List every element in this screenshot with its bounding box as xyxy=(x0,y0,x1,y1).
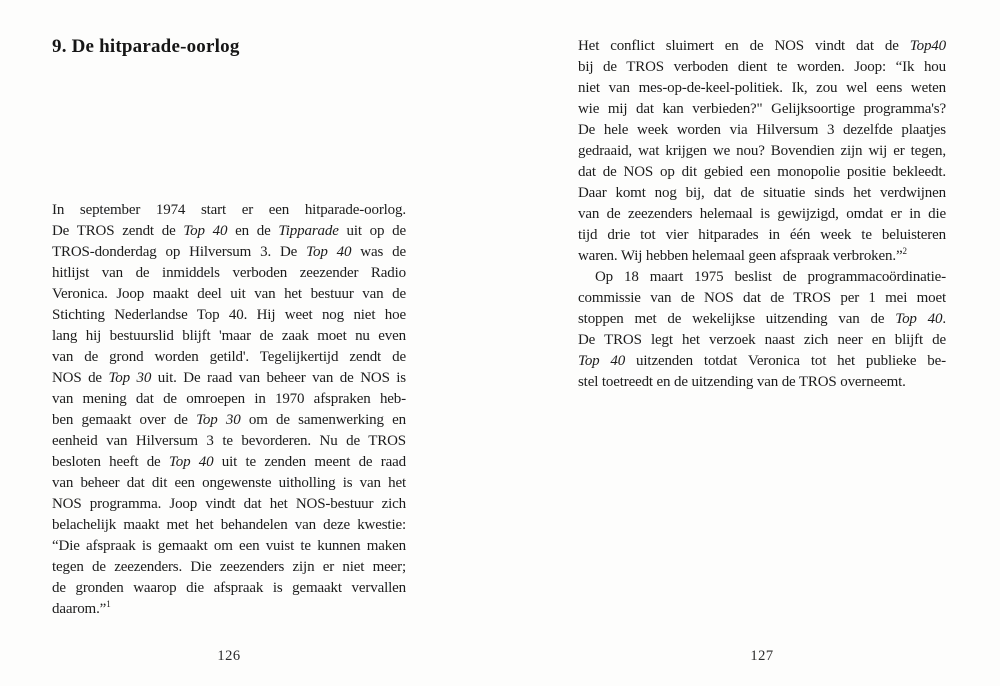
text-line xyxy=(578,78,946,99)
text-line xyxy=(52,599,406,620)
text-line xyxy=(52,305,406,326)
text-segment: uit. De raad van beheer van de NOS is xyxy=(151,370,406,386)
text-segment: TROS-donderdag op Hilversum 3. De xyxy=(52,244,307,260)
text-segment: Op 18 maart 1975 beslist de programmacoördinatie- xyxy=(595,269,946,285)
text-segment: was de xyxy=(351,244,406,260)
text-line xyxy=(578,288,946,309)
text-segment: Top 40 xyxy=(168,454,214,470)
page-number-left: 126 xyxy=(217,648,241,664)
text-line xyxy=(578,204,946,225)
footnote-marker: 1 xyxy=(106,599,111,609)
text-segment: Top40 xyxy=(909,38,946,54)
page-right xyxy=(500,0,1000,686)
text-segment: uitzenden totdat Veronica tot het publieke be- xyxy=(625,353,946,369)
text-segment: In september 1974 start er een hitparade-oorlog. xyxy=(52,202,406,218)
text-line xyxy=(578,141,946,162)
text-line xyxy=(52,578,406,599)
text-line xyxy=(578,120,946,141)
text-line xyxy=(578,267,946,288)
text-segment: NOS programma. Joop vindt dat het NOS-bestuur zich xyxy=(52,496,406,512)
text-segment: belachelijk maakt met het behandelen van deze kwestie: xyxy=(52,517,406,533)
text-segment: besloten heeft de xyxy=(52,454,169,470)
text-segment: waren. Wij hebben helemaal geen afspraak verbroken.” xyxy=(578,248,903,264)
text-line xyxy=(52,221,406,242)
text-line xyxy=(52,452,406,473)
text-segment: stel toetreedt en de uitzending van de TROS overneemt. xyxy=(578,374,906,390)
text-segment: Daar komt nog bij, dat de situatie sinds het verdwijnen xyxy=(578,185,946,201)
text-line xyxy=(578,162,946,183)
text-segment: eenheid van Hilversum 3 te bevorderen. Nu de TROS xyxy=(52,433,406,449)
text-segment: Top 40 xyxy=(183,223,228,239)
text-segment: Stichting Nederlandse Top 40. Hij weet nog niet hoe xyxy=(52,307,406,323)
text-segment: om de samenwerking en xyxy=(240,412,406,428)
text-segment: Top 30 xyxy=(108,370,152,386)
text-segment: tegen de zeezenders. Die zeezenders zijn er niet meer; xyxy=(52,559,406,575)
text-segment: De hele week worden via Hilversum 3 dezelfde plaatjes xyxy=(578,122,946,138)
text-segment: hitlijst van de inmiddels verboden zeezender Radio xyxy=(52,265,406,281)
text-line xyxy=(52,368,406,389)
text-line xyxy=(52,263,406,284)
page-number-right: 127 xyxy=(750,648,774,664)
text-line xyxy=(52,557,406,578)
text-segment: van mening dat de omroepen in 1970 afspraken heb- xyxy=(52,391,406,407)
text-line xyxy=(578,99,946,120)
text-segment: Top 40 xyxy=(306,244,352,260)
text-segment: lang hij bestuurslid blijft 'maar de zaak moet nu even xyxy=(52,328,406,344)
text-line xyxy=(52,410,406,431)
text-segment: de gronden waarop die afspraak is gemaakt vervallen xyxy=(52,580,406,596)
text-line xyxy=(52,389,406,410)
left-page-text xyxy=(52,200,406,620)
text-segment: van beheer dat dit een ongewenste uitholling is van het xyxy=(52,475,406,491)
text-segment: bij de TROS verboden dient te worden. Joop: “Ik hou xyxy=(578,59,946,75)
text-line xyxy=(52,284,406,305)
text-segment: De TROS zendt de xyxy=(52,223,184,239)
text-segment: NOS de xyxy=(52,370,109,386)
text-line xyxy=(578,372,946,393)
right-page-text xyxy=(578,36,946,393)
text-line xyxy=(578,225,946,246)
text-line xyxy=(578,246,946,267)
text-line xyxy=(52,200,406,221)
text-line xyxy=(52,473,406,494)
text-segment: commissie van de NOS dat de TROS per 1 mei moet xyxy=(578,290,946,306)
text-segment: niet van mes-op-de-keel-politiek. Ik, zou wel eens weten xyxy=(578,80,946,96)
text-segment: van de grond worden getild'. Tegelijkertijd zendt de xyxy=(52,349,406,365)
text-line xyxy=(578,330,946,351)
text-segment: Veronica. Joop maakt deel uit van het bestuur van de xyxy=(52,286,406,302)
footnote-marker: 2 xyxy=(902,246,907,256)
text-line xyxy=(52,536,406,557)
text-line xyxy=(52,431,406,452)
text-segment: uit op de xyxy=(338,223,406,239)
text-segment: Top 40 xyxy=(895,311,943,327)
text-segment: van de zeezenders helemaal is gewijzigd, omdat er in die xyxy=(578,206,946,222)
text-line xyxy=(52,347,406,368)
text-segment: Top 40 xyxy=(578,353,626,369)
text-line xyxy=(578,36,946,57)
text-segment: uit te zenden meent de raad xyxy=(213,454,406,470)
text-segment: stoppen met de wekelijkse uitzending van de xyxy=(578,311,896,327)
text-line xyxy=(578,57,946,78)
text-segment: . xyxy=(942,311,946,327)
text-segment: Tipparade xyxy=(278,223,339,239)
text-segment: tijd drie tot vier hitparades in één week te beluisteren xyxy=(578,227,946,243)
text-segment: “Die afspraak is gemaakt om een vuist te kunnen maken xyxy=(52,538,406,554)
text-segment: De TROS legt het verzoek naast zich neer en blijft de xyxy=(578,332,946,348)
text-segment: Top 30 xyxy=(196,412,241,428)
text-line xyxy=(52,494,406,515)
text-line xyxy=(52,242,406,263)
text-segment: daarom.” xyxy=(52,601,107,617)
text-segment: gedraaid, wat krijgen we nou? Bovendien zijn wij er tegen, xyxy=(578,143,946,159)
text-line xyxy=(52,326,406,347)
text-line xyxy=(578,309,946,330)
text-segment: ben gemaakt over de xyxy=(52,412,197,428)
text-segment: dat de NOS op dit gebied een monopolie positie bekleedt. xyxy=(578,164,946,180)
chapter-heading: 9. De hitparade-oorlog xyxy=(52,36,240,57)
text-segment: wie mij dat kan verbieden?" Gelijksoortige programma's? xyxy=(578,101,946,117)
text-segment: Het conflict sluimert en de NOS vindt dat de xyxy=(578,38,910,54)
text-segment: en de xyxy=(227,223,279,239)
text-line xyxy=(578,351,946,372)
text-line xyxy=(578,183,946,204)
text-line xyxy=(52,515,406,536)
